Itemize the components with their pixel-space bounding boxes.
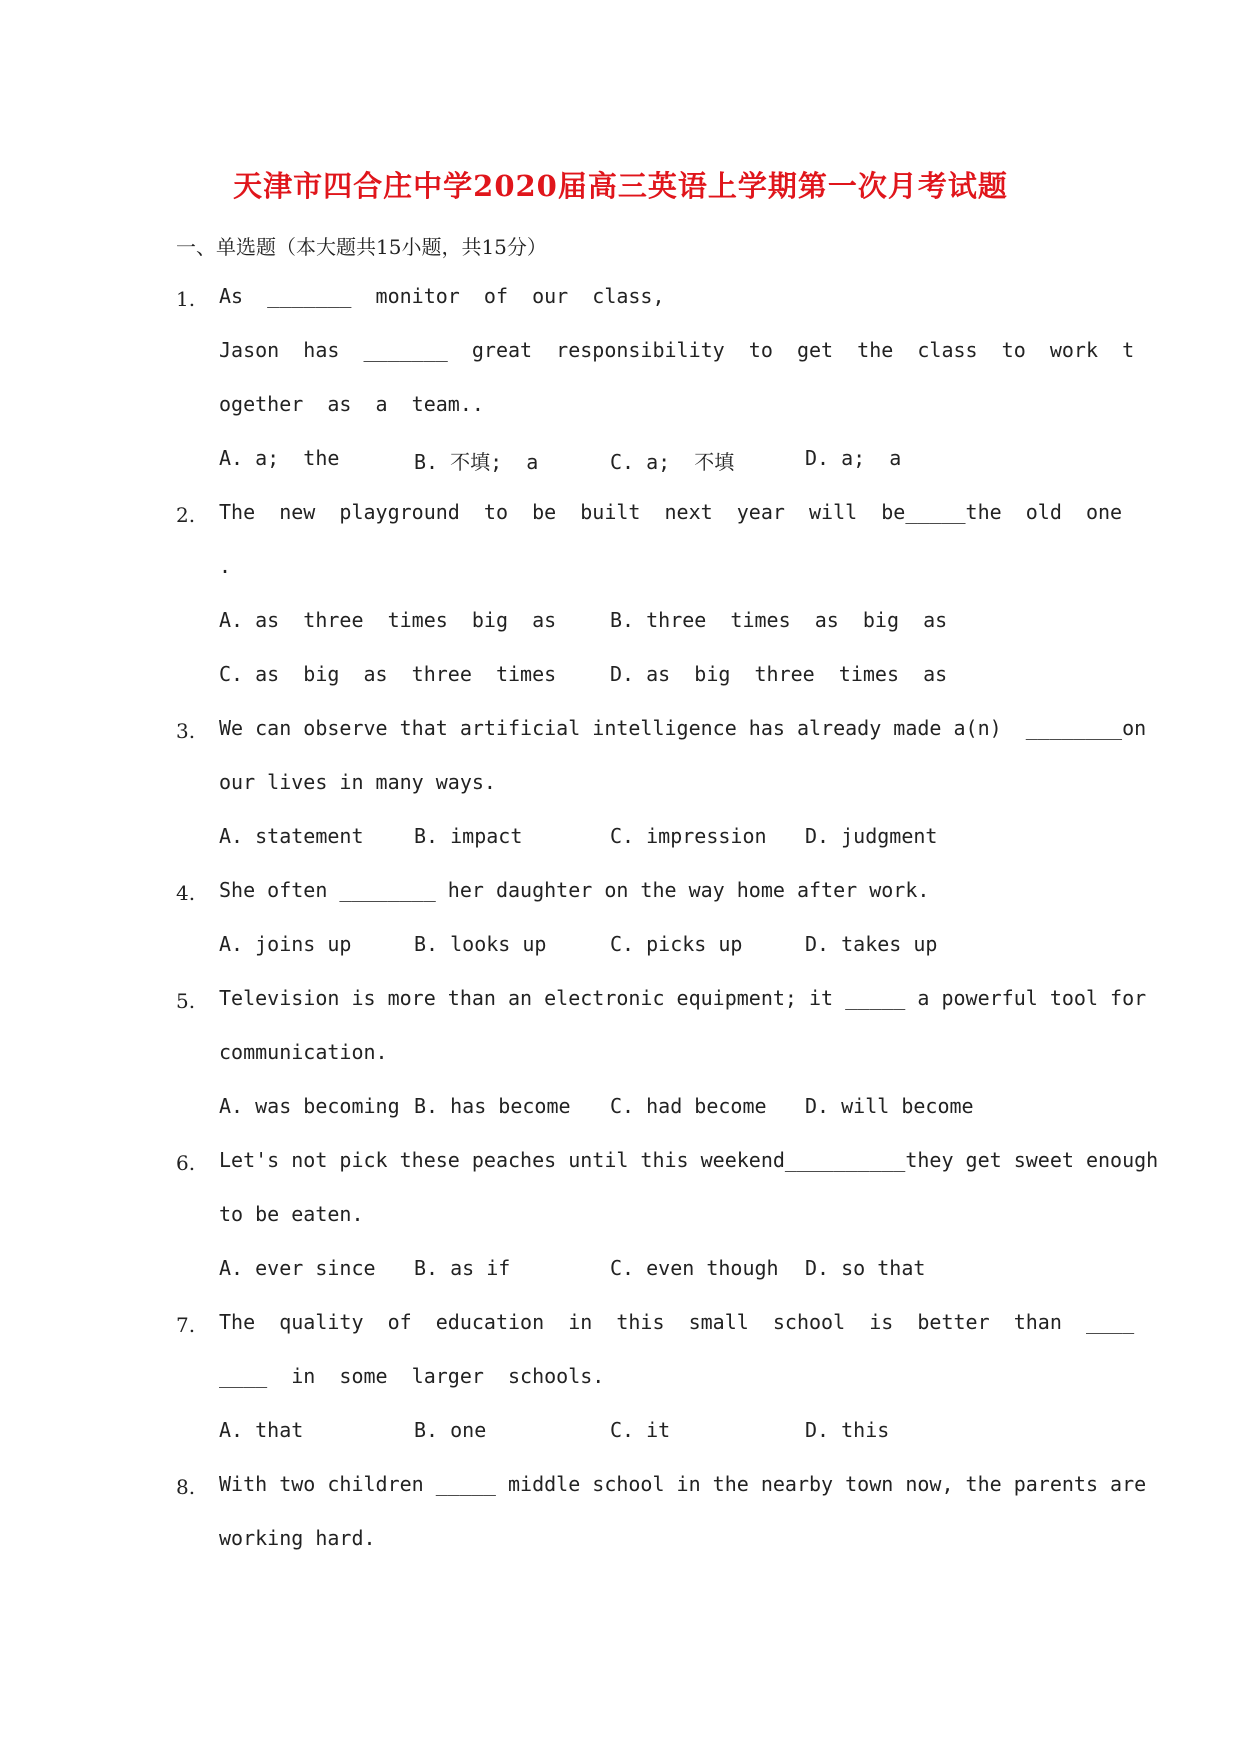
option-a: A. ever since — [219, 1256, 376, 1280]
option-a: A. that — [219, 1418, 304, 1442]
option-c: C. picks up — [610, 932, 743, 956]
option-a: A. as three times big as — [219, 608, 557, 632]
question-number: 7. — [176, 1313, 196, 1337]
option-a: A. statement — [219, 824, 364, 848]
question-text: Jason has _______ great responsibility to get the class to work t — [219, 338, 1135, 362]
question-text: Television is more than an electronic equipment; it _____ a powerful tool for — [219, 986, 1147, 1010]
question-text: With two children _____ middle school in the nearby town now, the parents are — [219, 1472, 1147, 1496]
option-b: B. has become — [414, 1094, 571, 1118]
question-text: . — [219, 554, 232, 578]
page-title: 天津市四合庄中学2020届高三英语上学期第一次月考试题 — [233, 169, 1008, 203]
question-number: 1. — [176, 287, 196, 311]
option-b: B. as if — [414, 1256, 511, 1280]
section-heading: 一、单选题（本大题共15小题，共15分） — [176, 235, 547, 259]
question-number: 8. — [176, 1475, 196, 1499]
option-a: A. was becoming — [219, 1094, 400, 1118]
option-d: D. this — [805, 1418, 890, 1442]
question-text: our lives in many ways. — [219, 770, 496, 794]
question-number: 3. — [176, 719, 196, 743]
option-d: D. will become — [805, 1094, 974, 1118]
question-number: 2. — [176, 503, 196, 527]
question-text: working hard. — [219, 1526, 376, 1550]
question-text: to be eaten. — [219, 1202, 364, 1226]
option-a: A. joins up — [219, 932, 352, 956]
option-c: C. as big as three times — [219, 662, 557, 686]
option-b: B. 不填; a — [414, 450, 539, 474]
question-text: We can observe that artificial intelligence has already made a(n) ________on — [219, 716, 1147, 740]
question-text: Let's not pick these peaches until this weekend__________they get sweet enough — [219, 1148, 1159, 1172]
option-c: C. a; 不填 — [610, 450, 735, 474]
option-c: C. had become — [610, 1094, 767, 1118]
option-b: B. looks up — [414, 932, 547, 956]
option-d: D. as big three times as — [610, 662, 948, 686]
option-d: D. judgment — [805, 824, 938, 848]
question-text: ogether as a team.. — [219, 392, 484, 416]
question-text: The quality of education in this small school is better than ____ — [219, 1310, 1135, 1334]
question-number: 4. — [176, 881, 196, 905]
option-b: B. impact — [414, 824, 523, 848]
option-d: D. a; a — [805, 446, 902, 470]
option-b: B. one — [414, 1418, 487, 1442]
option-b: B. three times as big as — [610, 608, 948, 632]
question-text: ____ in some larger schools. — [219, 1364, 605, 1388]
question-number: 6. — [176, 1151, 196, 1175]
question-number: 5. — [176, 989, 196, 1013]
question-text: The new playground to be built next year will be_____the old one — [219, 500, 1123, 524]
question-text: As _______ monitor of our class, — [219, 284, 665, 308]
option-c: C. it — [610, 1418, 671, 1442]
option-d: D. takes up — [805, 932, 938, 956]
option-c: C. even though — [610, 1256, 779, 1280]
question-text: She often ________ her daughter on the way home after work. — [219, 878, 930, 902]
question-text: communication. — [219, 1040, 388, 1064]
option-a: A. a; the — [219, 446, 340, 470]
option-c: C. impression — [610, 824, 767, 848]
option-d: D. so that — [805, 1256, 926, 1280]
